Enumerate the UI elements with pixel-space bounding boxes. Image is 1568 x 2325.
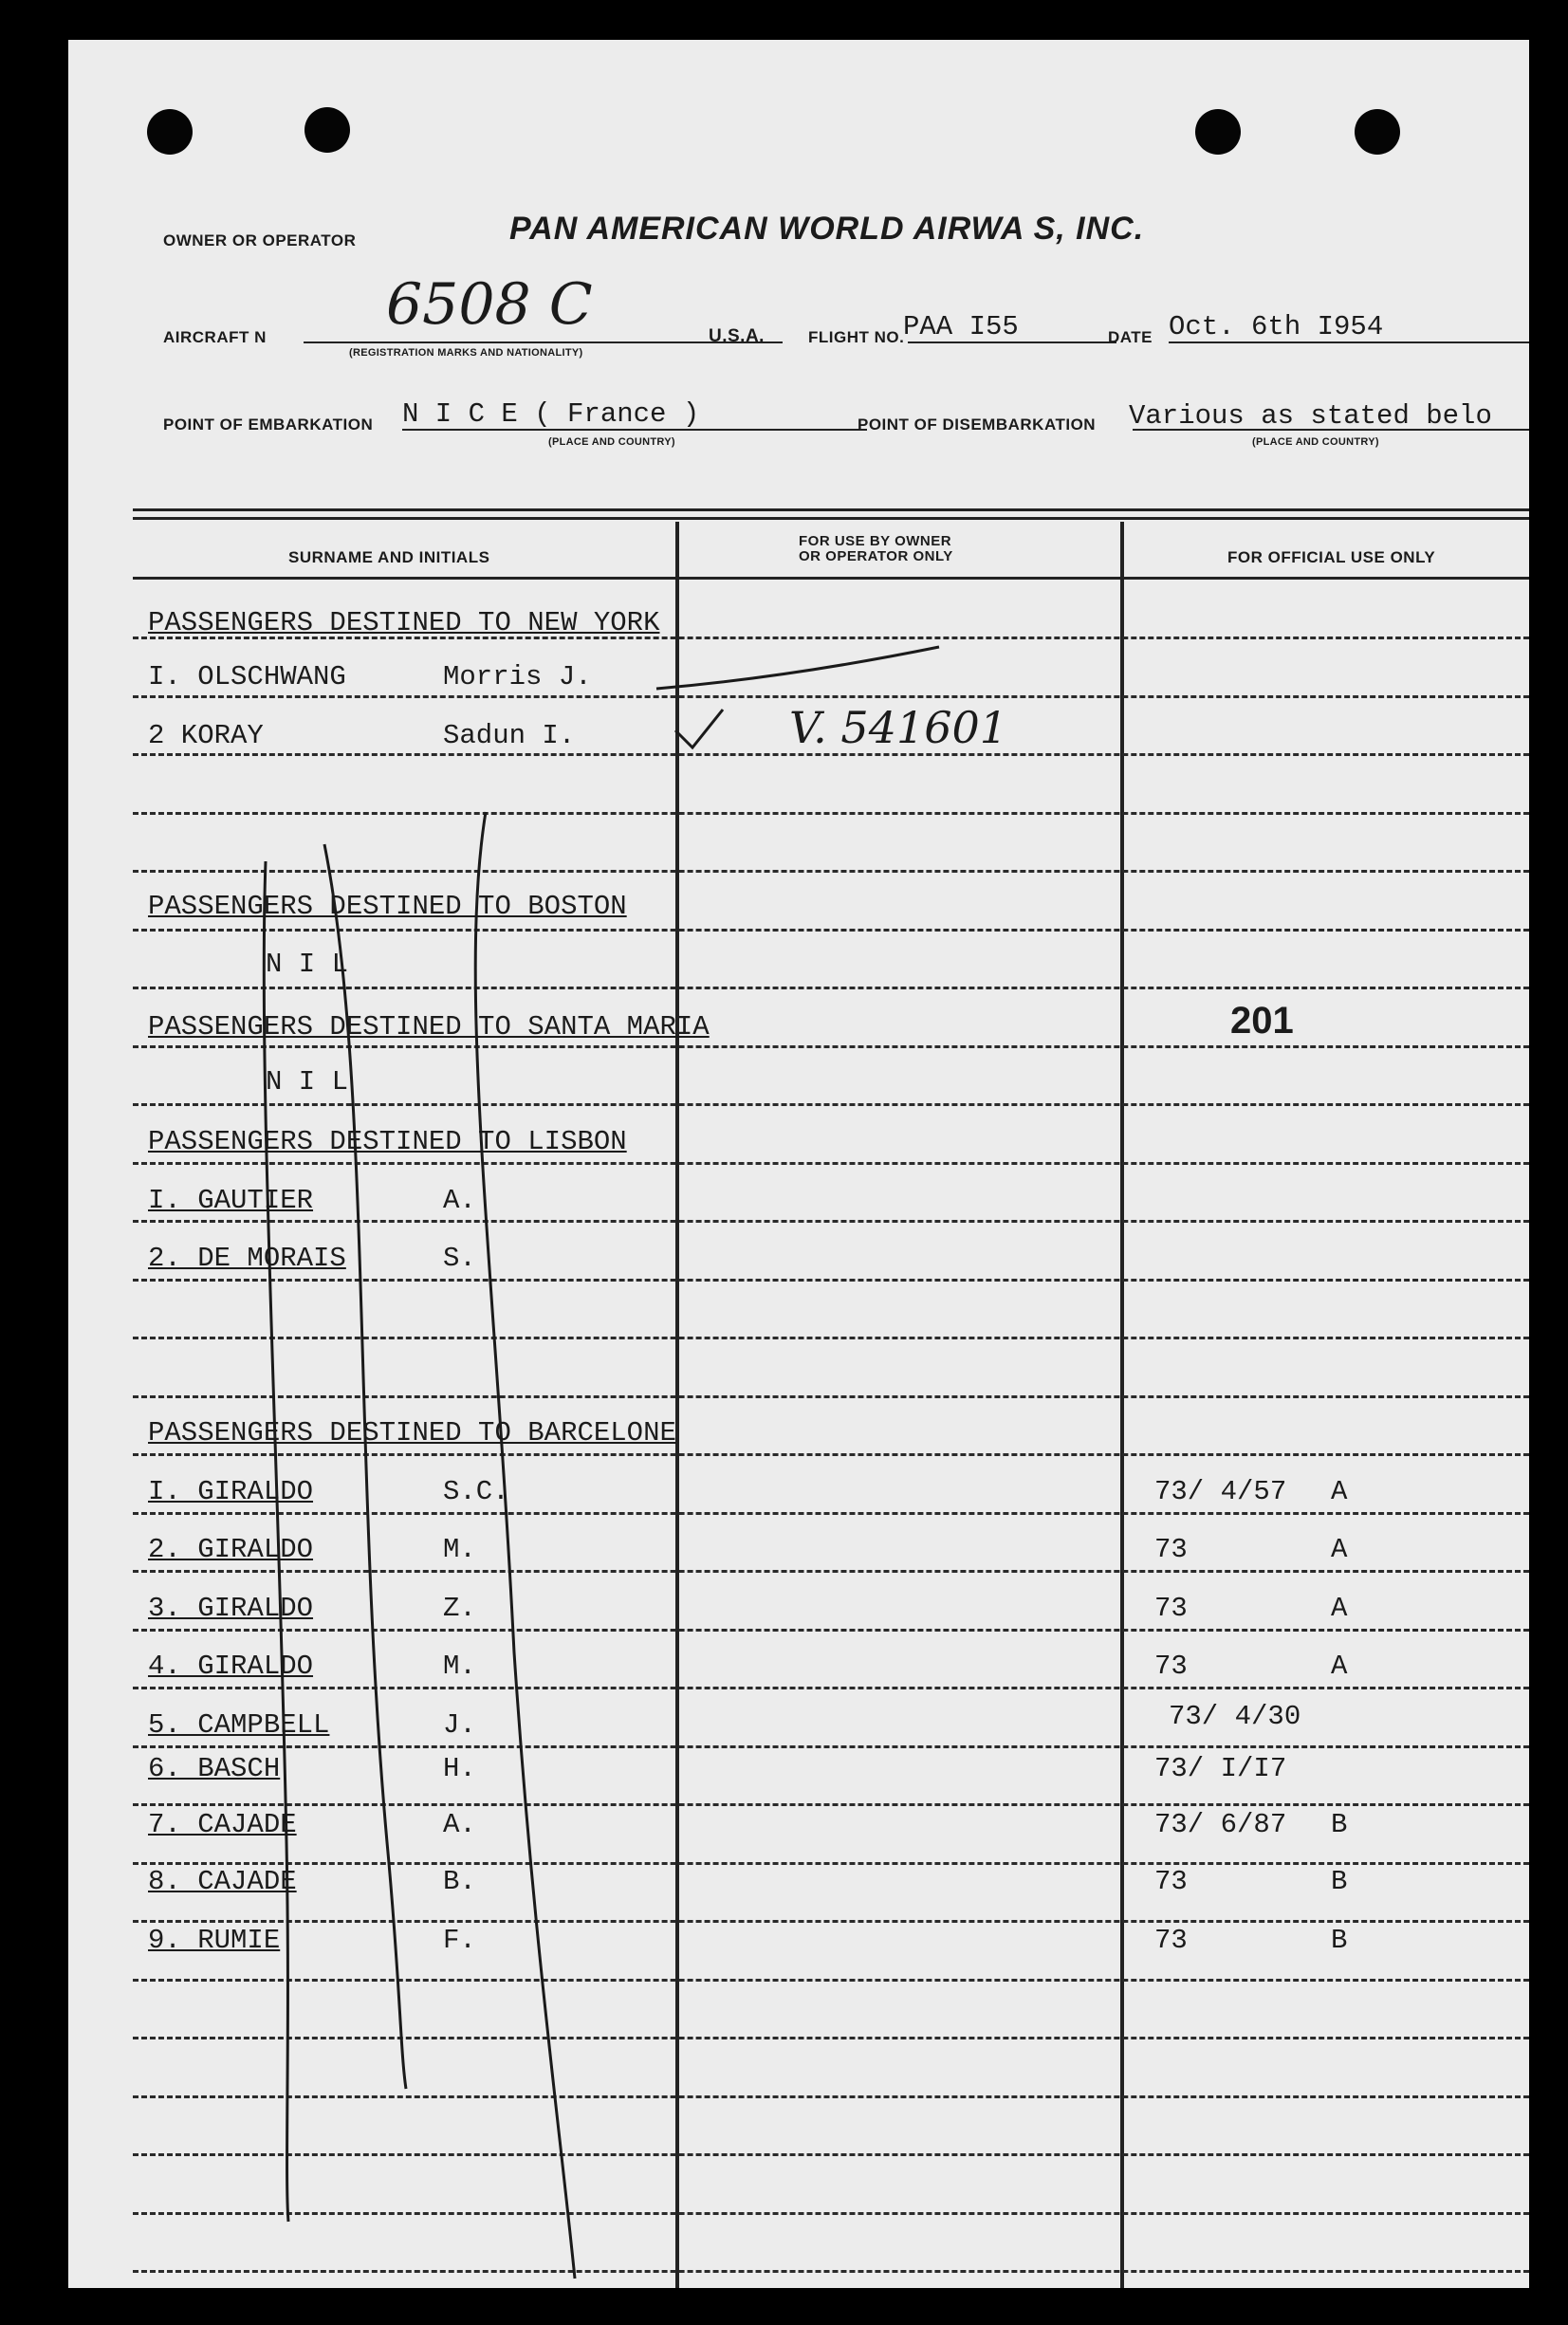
owner-value: PAN AMERICAN WORLD AIRWA S, INC. — [509, 211, 1145, 247]
ruled-line — [133, 812, 1529, 815]
ruled-line — [133, 1803, 1529, 1806]
ruled-line — [133, 1045, 1529, 1048]
table-top-rule — [133, 508, 1529, 511]
ruled-line — [133, 1687, 1529, 1689]
ruled-line — [133, 1337, 1529, 1339]
official-number: 73 — [1154, 1534, 1188, 1565]
ruled-line — [133, 870, 1529, 873]
passenger-surname: 3. GIRALDO — [148, 1593, 314, 1624]
ruled-line — [133, 929, 1529, 932]
passenger-surname: 9. RUMIE — [148, 1925, 281, 1956]
date-value: Oct. 6th I954 — [1169, 311, 1384, 342]
passenger-initials: M. — [443, 1651, 476, 1682]
usa-label: U.S.A. — [709, 326, 765, 346]
passenger-initials: Sadun I. — [443, 720, 576, 751]
col-header-owner-2: OR OPERATOR ONLY — [799, 548, 953, 564]
binder-hole — [147, 109, 193, 155]
ruled-line — [133, 1570, 1529, 1573]
ruled-line — [133, 1220, 1529, 1223]
owner-label: OWNER OR OPERATOR — [163, 231, 357, 249]
official-number: 73 — [1154, 1593, 1188, 1624]
binder-hole — [304, 107, 350, 153]
official-number: 73/ 4/57 — [1154, 1476, 1287, 1507]
embarkation-value: N I C E ( France ) — [402, 398, 700, 430]
passenger-surname: 2. GIRALDO — [148, 1534, 314, 1565]
col-header-surname: SURNAME AND INITIALS — [288, 548, 490, 566]
aircraft-label: AIRCRAFT N — [163, 328, 267, 346]
handwritten-visa: V. 541601 — [789, 702, 1008, 753]
passenger-initials: A. — [443, 1809, 476, 1840]
embarkation-label: POINT OF EMBARKATION — [163, 415, 374, 434]
date-label: DATE — [1108, 328, 1153, 346]
ruled-line — [133, 2037, 1529, 2039]
ruled-line — [133, 1629, 1529, 1632]
checkmark — [675, 710, 723, 747]
ruled-line — [133, 1512, 1529, 1515]
passenger-surname: 8. CAJADE — [148, 1866, 297, 1897]
ruled-line — [133, 1453, 1529, 1456]
disembarkation-label: POINT OF DISEMBARKATION — [858, 415, 1097, 434]
section-heading-santa-maria: PASSENGERS DESTINED TO SANTA MARIA — [148, 1011, 710, 1043]
passenger-surname: 5. CAMPBELL — [148, 1709, 330, 1741]
header-bottom-rule — [133, 577, 1529, 580]
disembarkation-caption: (PLACE AND COUNTRY) — [1252, 436, 1379, 448]
official-code: B — [1331, 1866, 1348, 1897]
binder-hole — [1195, 109, 1241, 155]
passenger-surname: 2. DE MORAIS — [148, 1243, 346, 1274]
official-number: 73/ I/I7 — [1154, 1753, 1287, 1784]
official-code: A — [1331, 1476, 1348, 1507]
ruled-line — [133, 1279, 1529, 1282]
passenger-surname: 2 KORAY — [148, 720, 264, 751]
binder-hole — [1355, 109, 1400, 155]
disembarkation-value: Various as stated belo — [1129, 400, 1492, 432]
section-heading-new-york: PASSENGERS DESTINED TO NEW YORK — [148, 607, 660, 638]
embarkation-caption: (PLACE AND COUNTRY) — [548, 436, 675, 448]
passenger-surname: I. GIRALDO — [148, 1476, 314, 1507]
ruled-line — [133, 753, 1529, 756]
section-heading-barcelona: PASSENGERS DESTINED TO BARCELONE — [148, 1417, 676, 1449]
flight-value: PAA I55 — [903, 311, 1019, 342]
passenger-surname: 6. BASCH — [148, 1753, 281, 1784]
nil-text: N I L — [266, 949, 349, 980]
official-number: 73/ 6/87 — [1154, 1809, 1287, 1840]
ruled-line — [133, 1103, 1529, 1106]
section-heading-boston: PASSENGERS DESTINED TO BOSTON — [148, 891, 627, 922]
ruled-line — [133, 1395, 1529, 1398]
column-divider — [1120, 522, 1124, 2288]
ruled-line — [133, 987, 1529, 989]
passenger-initials: A. — [443, 1185, 476, 1216]
passenger-surname: I. GAUTIER — [148, 1185, 314, 1216]
official-number: 73/ 4/30 — [1169, 1701, 1301, 1732]
official-code: A — [1331, 1534, 1348, 1565]
passenger-surname: I. OLSCHWANG — [148, 661, 346, 692]
ruled-line — [133, 2212, 1529, 2215]
passenger-initials: J. — [443, 1709, 476, 1741]
ruled-line — [133, 1979, 1529, 1982]
col-header-official: FOR OFFICIAL USE ONLY — [1227, 548, 1436, 566]
passenger-initials: M. — [443, 1534, 476, 1565]
ruled-line — [133, 1920, 1529, 1923]
passenger-initials: Z. — [443, 1593, 476, 1624]
registration-caption: (REGISTRATION MARKS AND NATIONALITY) — [349, 347, 583, 359]
passenger-initials: B. — [443, 1866, 476, 1897]
nil-text: N I L — [266, 1066, 349, 1098]
ruled-line — [133, 695, 1529, 698]
official-number: 73 — [1154, 1866, 1188, 1897]
passenger-initials: S. — [443, 1243, 476, 1274]
ruled-line — [133, 2270, 1529, 2273]
official-code: A — [1331, 1651, 1348, 1682]
official-number: 73 — [1154, 1651, 1188, 1682]
passenger-initials: H. — [443, 1753, 476, 1784]
section-heading-lisbon: PASSENGERS DESTINED TO LISBON — [148, 1126, 627, 1157]
passenger-initials: S.C. — [443, 1476, 509, 1507]
checkmark-line — [656, 647, 939, 689]
ruled-line — [133, 2095, 1529, 2098]
ruled-line — [133, 2153, 1529, 2156]
table-top-rule — [133, 517, 1529, 520]
ruled-line — [133, 1862, 1529, 1865]
official-number: 73 — [1154, 1925, 1188, 1956]
manifest-page — [68, 40, 1529, 2288]
official-code: A — [1331, 1593, 1348, 1624]
stamp-201: 201 — [1230, 1000, 1294, 1042]
official-code: B — [1331, 1809, 1348, 1840]
passenger-initials: Morris J. — [443, 661, 592, 692]
flight-label: FLIGHT NO. — [808, 328, 905, 346]
column-divider — [675, 522, 679, 2288]
ruled-line — [133, 1745, 1529, 1748]
official-code: B — [1331, 1925, 1348, 1956]
passenger-initials: F. — [443, 1925, 476, 1956]
aircraft-value: 6508 C — [386, 271, 593, 338]
passenger-surname: 4. GIRALDO — [148, 1651, 314, 1682]
col-header-owner-1: FOR USE BY OWNER — [799, 533, 952, 549]
ruled-line — [133, 1162, 1529, 1165]
passenger-surname: 7. CAJADE — [148, 1809, 297, 1840]
